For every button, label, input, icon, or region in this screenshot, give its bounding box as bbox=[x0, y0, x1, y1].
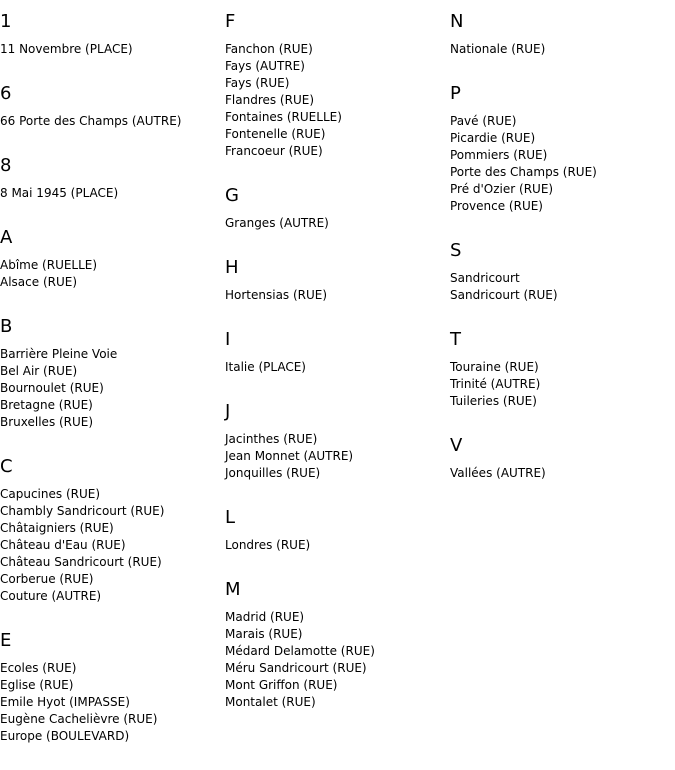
street-link[interactable]: Fanchon (RUE) bbox=[225, 42, 313, 56]
street-list bbox=[225, 215, 445, 232]
street-list bbox=[225, 41, 445, 160]
street-link[interactable]: Couture (AUTRE) bbox=[0, 589, 102, 603]
street-list bbox=[450, 270, 670, 304]
index-section bbox=[0, 155, 220, 202]
street-list bbox=[0, 257, 220, 291]
street-link[interactable]: Sandricourt bbox=[450, 271, 520, 285]
street-link[interactable]: Hortensias (RUE) bbox=[225, 288, 328, 302]
index-section bbox=[225, 329, 445, 376]
index-section bbox=[225, 401, 445, 482]
street-link[interactable]: Fontenelle (RUE) bbox=[225, 127, 326, 141]
street-list bbox=[0, 486, 220, 605]
street-list bbox=[450, 41, 670, 58]
street-link[interactable]: Fays (AUTRE) bbox=[225, 59, 305, 73]
street-link[interactable]: Château Sandricourt (RUE) bbox=[0, 555, 162, 569]
section-letter-heading: B bbox=[0, 316, 13, 337]
index-column-3 bbox=[450, 11, 670, 507]
street-list bbox=[0, 113, 220, 130]
street-link[interactable]: 11 Novembre (PLACE) bbox=[0, 42, 133, 56]
section-letter-heading: 6 bbox=[0, 83, 12, 104]
section-letter-heading: N bbox=[450, 11, 464, 32]
index-section bbox=[225, 257, 445, 304]
street-list bbox=[225, 359, 445, 376]
section-letter-heading: P bbox=[450, 83, 461, 104]
section-letter-heading: E bbox=[0, 630, 12, 651]
index-section bbox=[225, 11, 445, 160]
street-link[interactable]: Abîme (RUELLE) bbox=[0, 258, 98, 272]
index-section bbox=[450, 83, 670, 215]
street-list bbox=[450, 465, 670, 482]
street-list bbox=[0, 660, 220, 745]
street-link[interactable]: Eugène Cachelièvre (RUE) bbox=[0, 712, 158, 726]
street-link[interactable]: Picardie (RUE) bbox=[450, 131, 536, 145]
street-link[interactable]: Eglise (RUE) bbox=[0, 678, 74, 692]
section-letter-heading: V bbox=[450, 435, 463, 456]
street-link[interactable]: Emile Hyot (IMPASSE) bbox=[0, 695, 130, 709]
section-letter-heading: I bbox=[225, 329, 231, 350]
street-link[interactable]: Corberue (RUE) bbox=[0, 572, 94, 586]
street-link[interactable]: Barrière Pleine Voie bbox=[0, 347, 118, 361]
street-link[interactable]: Fays (RUE) bbox=[225, 76, 290, 90]
street-link[interactable]: Nationale (RUE) bbox=[450, 42, 546, 56]
street-list bbox=[0, 185, 220, 202]
street-link[interactable]: Europe (BOULEVARD) bbox=[0, 729, 130, 743]
section-letter-heading: C bbox=[0, 456, 13, 477]
street-link[interactable]: Alsace (RUE) bbox=[0, 275, 78, 289]
street-list bbox=[450, 359, 670, 410]
street-link[interactable]: Marais (RUE) bbox=[225, 627, 303, 641]
index-column-1 bbox=[0, 11, 220, 770]
street-link[interactable]: Châtaigniers (RUE) bbox=[0, 521, 114, 535]
street-link[interactable]: Touraine (RUE) bbox=[450, 360, 539, 374]
street-link[interactable]: Bel Air (RUE) bbox=[0, 364, 78, 378]
street-link[interactable]: Ecoles (RUE) bbox=[0, 661, 77, 675]
index-section bbox=[450, 240, 670, 304]
street-list bbox=[225, 431, 445, 482]
index-section bbox=[225, 507, 445, 554]
street-link[interactable]: Trinité (AUTRE) bbox=[450, 377, 541, 391]
street-link[interactable]: Londres (RUE) bbox=[225, 538, 311, 552]
section-letter-heading: G bbox=[225, 185, 239, 206]
index-section bbox=[0, 456, 220, 605]
section-letter-heading: J bbox=[225, 401, 231, 422]
section-letter-heading: 1 bbox=[0, 11, 12, 32]
index-section bbox=[450, 11, 670, 58]
index-section bbox=[450, 435, 670, 482]
section-letter-heading: T bbox=[450, 329, 461, 350]
street-link[interactable]: Jonquilles (RUE) bbox=[225, 466, 321, 480]
street-link[interactable]: Bruxelles (RUE) bbox=[0, 415, 94, 429]
section-letter-heading: L bbox=[225, 507, 236, 528]
street-link[interactable]: Pavé (RUE) bbox=[450, 114, 517, 128]
street-list bbox=[450, 113, 670, 215]
index-section bbox=[0, 316, 220, 431]
street-list bbox=[225, 537, 445, 554]
street-link[interactable]: Flandres (RUE) bbox=[225, 93, 314, 107]
street-link[interactable]: Granges (AUTRE) bbox=[225, 216, 329, 230]
index-section bbox=[450, 329, 670, 410]
index-section bbox=[0, 83, 220, 130]
section-letter-heading: M bbox=[225, 579, 241, 600]
index-column-2 bbox=[225, 11, 445, 736]
street-link[interactable]: Montalet (RUE) bbox=[225, 695, 316, 709]
street-list bbox=[0, 346, 220, 431]
street-link[interactable]: 66 Porte des Champs (AUTRE) bbox=[0, 114, 182, 128]
street-link[interactable]: Porte des Champs (RUE) bbox=[450, 165, 597, 179]
street-link[interactable]: Sandricourt (RUE) bbox=[450, 288, 558, 302]
street-link[interactable]: Château d'Eau (RUE) bbox=[0, 538, 126, 552]
index-section bbox=[225, 185, 445, 232]
street-list bbox=[225, 287, 445, 304]
street-link[interactable]: Médard Delamotte (RUE) bbox=[225, 644, 375, 658]
street-link[interactable]: Francoeur (RUE) bbox=[225, 144, 323, 158]
section-letter-heading: F bbox=[225, 11, 236, 32]
section-letter-heading: H bbox=[225, 257, 239, 278]
street-link[interactable]: Madrid (RUE) bbox=[225, 610, 305, 624]
street-link[interactable]: Provence (RUE) bbox=[450, 199, 543, 213]
index-section bbox=[0, 11, 220, 58]
street-list bbox=[225, 609, 445, 711]
street-link[interactable]: Mont Griffon (RUE) bbox=[225, 678, 338, 692]
street-link[interactable]: Italie (PLACE) bbox=[225, 360, 306, 374]
street-list bbox=[0, 41, 220, 58]
section-letter-heading: S bbox=[450, 240, 462, 261]
index-section bbox=[0, 227, 220, 291]
street-link[interactable]: Bournoulet (RUE) bbox=[0, 381, 104, 395]
street-link[interactable]: Pré d'Ozier (RUE) bbox=[450, 182, 554, 196]
street-link[interactable]: Tuileries (RUE) bbox=[450, 394, 537, 408]
street-link[interactable]: Bretagne (RUE) bbox=[0, 398, 93, 412]
street-link[interactable]: Jacinthes (RUE) bbox=[225, 432, 318, 446]
street-link[interactable]: 8 Mai 1945 (PLACE) bbox=[0, 186, 119, 200]
street-link[interactable]: Chambly Sandricourt (RUE) bbox=[0, 504, 165, 518]
street-link[interactable]: Jean Monnet (AUTRE) bbox=[225, 449, 354, 463]
section-letter-heading: 8 bbox=[0, 155, 12, 176]
index-section bbox=[225, 579, 445, 711]
index-section bbox=[0, 630, 220, 745]
street-link[interactable]: Vallées (AUTRE) bbox=[450, 466, 546, 480]
street-link[interactable]: Capucines (RUE) bbox=[0, 487, 101, 501]
street-link[interactable]: Méru Sandricourt (RUE) bbox=[225, 661, 367, 675]
street-link[interactable]: Fontaines (RUELLE) bbox=[225, 110, 342, 124]
section-letter-heading: A bbox=[0, 227, 13, 248]
street-link[interactable]: Pommiers (RUE) bbox=[450, 148, 548, 162]
